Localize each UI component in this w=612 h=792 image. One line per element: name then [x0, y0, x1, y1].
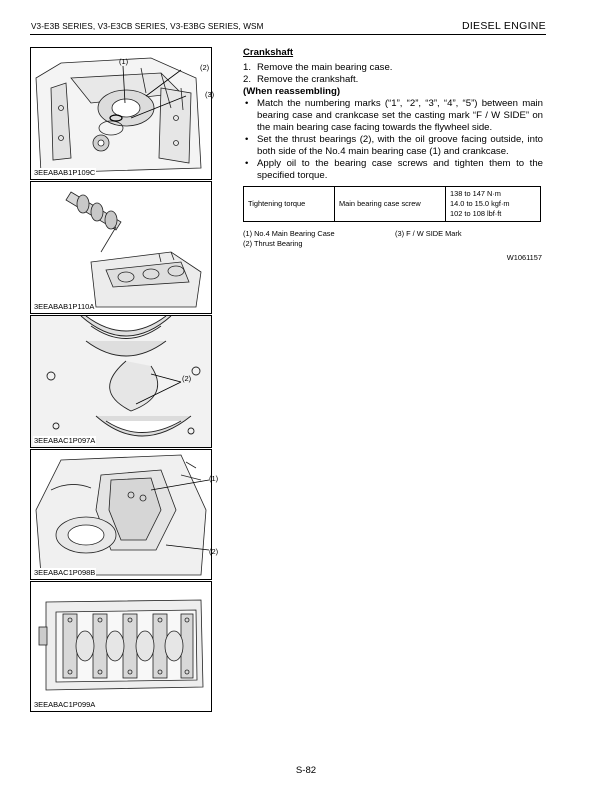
legend-item: (3) F / W SIDE Mark [395, 229, 462, 238]
bearing-case-illustration [31, 450, 211, 579]
bullet-text: Set the thrust bearings (2), with the oil groove facing outside, into both side of the No.4 main bearing case (1) and crankcase. [257, 134, 543, 157]
crankshaft-illustration [31, 182, 211, 313]
procedure-text [243, 47, 543, 182]
callout-2: (2) [182, 374, 192, 383]
series-title: V3-E3B SERIES, V3-E3CB SERIES, V3-E3BG SERIES, WSM [31, 22, 264, 31]
step-item [243, 62, 543, 74]
section-title: DIESEL ENGINE [461, 20, 546, 32]
callout-2: (2) [200, 63, 210, 72]
bullet-item [243, 158, 543, 182]
page-number: S-82 [295, 765, 317, 776]
callout-3: (3) [205, 90, 215, 99]
torque-values-cell [446, 187, 541, 222]
figure-code: 3EEABAB1P109C [34, 168, 96, 177]
torque-value-nm: 138 to 147 N·m [450, 189, 501, 198]
step-number: 1. [243, 62, 252, 73]
figure-crankshaft-removal [30, 181, 212, 314]
step-text: Remove the crankshaft. [257, 74, 359, 85]
bullet-item [243, 98, 543, 134]
figure-main-bearing-case [30, 47, 215, 180]
legend-item: (1) No.4 Main Bearing Case [243, 229, 335, 238]
bullet-icon: • [245, 98, 249, 109]
torque-value-lbfft: 102 to 108 lbf·ft [450, 209, 502, 218]
step-number: 2. [243, 74, 252, 85]
bullet-icon: • [245, 158, 249, 169]
figure-thrust-bearing [30, 315, 212, 448]
figure-legend [243, 229, 541, 249]
figure-code: 3EEABAB1P110A [34, 302, 95, 311]
callout-1: (1) [119, 57, 129, 66]
torque-label-cell: Tightening torque [244, 187, 335, 222]
step-item [243, 74, 543, 86]
figure-bearing-case-numbering [30, 581, 212, 712]
header-divider [30, 34, 546, 35]
document-code: W1061157 [506, 253, 542, 262]
legend-row [243, 239, 541, 249]
torque-value-kgfm: 14.0 to 15.0 kgf·m [450, 199, 510, 208]
legend-item: (2) Thrust Bearing [243, 239, 303, 248]
torque-table [243, 186, 541, 222]
figure-code: 3EEABAC1P099A [34, 700, 96, 709]
callout-2: (2) [209, 547, 219, 556]
procedure-title: Crankshaft [243, 47, 294, 58]
figure-code: 3EEABAC1P098B [34, 568, 96, 577]
bullet-item [243, 134, 543, 158]
torque-item-cell: Main bearing case screw [335, 187, 446, 222]
legend-row [243, 229, 541, 239]
table-row [244, 187, 541, 222]
figure-code: 3EEABAC1P097A [34, 436, 96, 445]
figure-bearing-case-install [30, 449, 219, 580]
bullet-text: Match the numbering marks (“1”, “2”, “3”, “4”, “5”) between main bearing case and crankcase set the casting mark “F / W SIDE” on the main bearing case facing towards the flywheel side. [257, 98, 543, 133]
bullet-text: Apply oil to the bearing case screws and tighten them to the specified torque. [257, 158, 543, 181]
step-text: Remove the main bearing case. [257, 62, 393, 73]
reassembly-heading: (When reassembling) [243, 86, 341, 97]
engine-block-illustration [31, 48, 211, 179]
callout-1: (1) [209, 474, 219, 483]
crankcase-bottom-illustration [31, 582, 211, 711]
bullet-icon: • [245, 134, 249, 145]
